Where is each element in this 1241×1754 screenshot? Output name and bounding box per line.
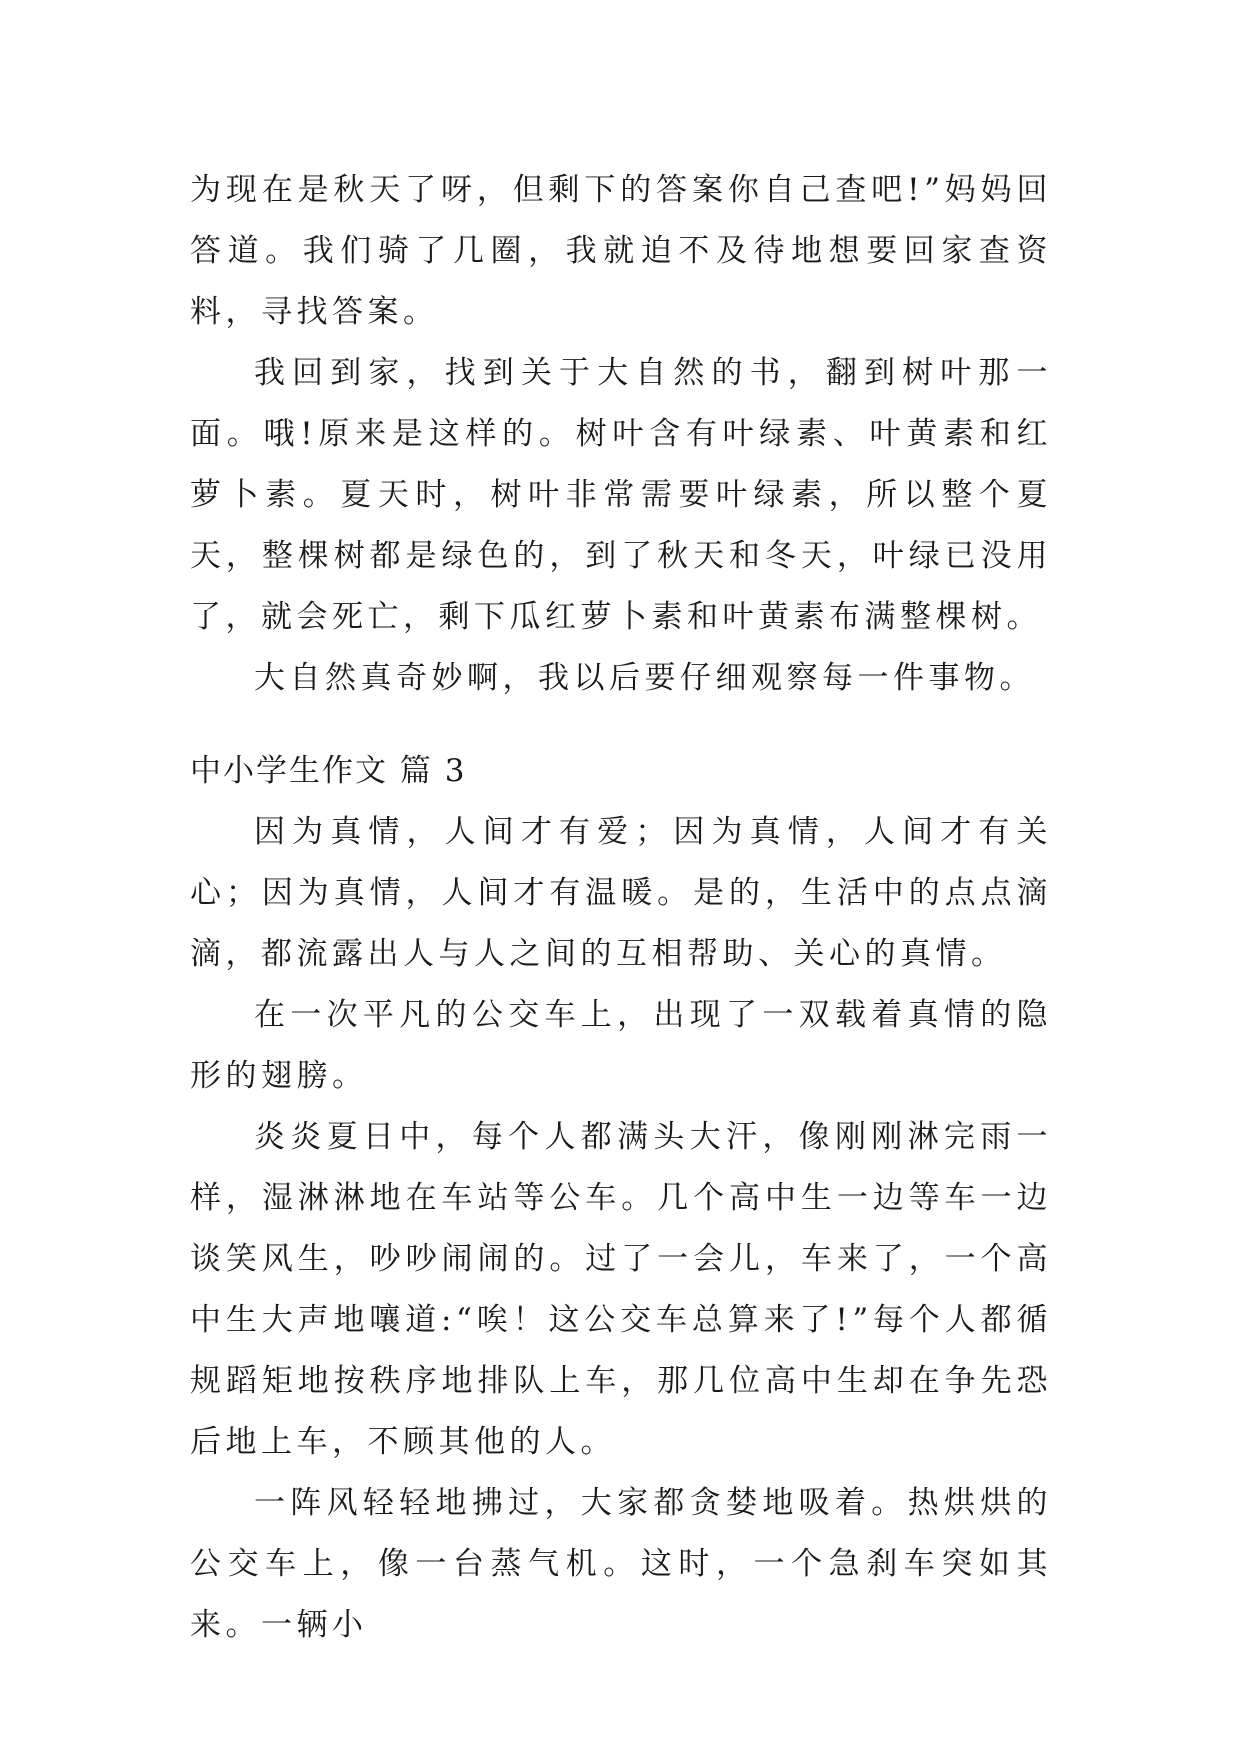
paragraph-leaf-explanation: 我回到家，找到关于大自然的书，翻到树叶那一面。哦!原来是这样的。树叶含有叶绿素、叶黄素和红萝卜素。夏天时，树叶非常需要叶绿素，所以整个夏天，整棵树都是绿色的，到了秋天和冬天，叶绿已没用了，就会死亡，剩下瓜红萝卜素和叶黄素布满整棵树。 [190, 355, 1052, 635]
paragraph-bus: 在一次平凡的公交车上，出现了一双载着真情的隐形的翅膀。 [190, 997, 1052, 1094]
essay-heading: 中小学生作文 篇 3 [190, 753, 467, 789]
paragraph-summer: 炎炎夏日中，每个人都满头大汗，像刚刚淋完雨一样，湿淋淋地在车站等公车。几个高中生一边等车一边谈笑风生，吵吵闹闹的。过了一会儿，车来了，一个高中生大声地嚷道:“唉！这公交车总算来了!”每个人都循规蹈矩地按秩序地排队上车，那几位高中生却在争先恐后地上车，不顾其他的人。 [190, 1119, 1052, 1460]
section-gap [190, 709, 1052, 741]
paragraph-continued: 为现在是秋天了呀，但剩下的答案你自己查吧!”妈妈回答道。我们骑了几圈，我就迫不及待地想要回家查资料，寻找答案。 [190, 172, 1052, 330]
paragraph-conclusion: 大自然真奇妙啊，我以后要仔细观察每一件事物。 [254, 660, 1035, 696]
document-body [190, 160, 1052, 1656]
paragraph-intro: 因为真情，人间才有爱；因为真情，人间才有关心；因为真情，人间才有温暖。是的，生活中的点点滴滴，都流露出人与人之间的互相帮助、关心的真情。 [190, 814, 1052, 972]
paragraph-wind: 一阵风轻轻地拂过，大家都贪婪地吸着。热烘烘的公交车上，像一台蒸气机。这时，一个急刹车突如其来。一辆小 [190, 1485, 1052, 1643]
